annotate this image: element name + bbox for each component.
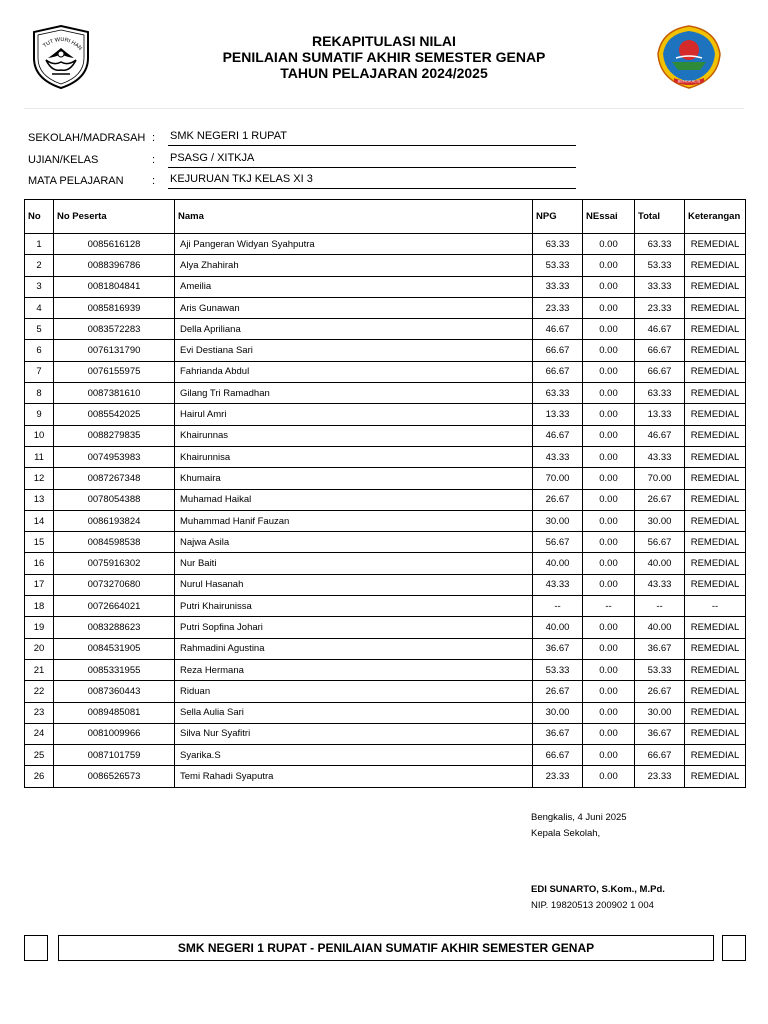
- table-row: [25, 638, 746, 659]
- cell-no: 23: [25, 702, 54, 723]
- table-row: [25, 596, 746, 617]
- cell-total: 53.33: [635, 255, 685, 276]
- cell-no: 9: [25, 404, 54, 425]
- cell-total: 40.00: [635, 617, 685, 638]
- cell-nessai: 0.00: [583, 489, 635, 510]
- cell-no: 11: [25, 446, 54, 467]
- cell-keterangan: REMEDIAL: [685, 510, 746, 531]
- cell-no: 8: [25, 383, 54, 404]
- cell-no-peserta: 0085816939: [54, 297, 175, 318]
- cell-nessai: 0.00: [583, 297, 635, 318]
- cell-total: 36.67: [635, 638, 685, 659]
- cell-no-peserta: 0078054388: [54, 489, 175, 510]
- header-nessai: NEssai: [583, 200, 635, 234]
- header-no: No: [25, 200, 54, 234]
- cell-total: 66.67: [635, 340, 685, 361]
- cell-total: 23.33: [635, 766, 685, 787]
- cell-keterangan: REMEDIAL: [685, 468, 746, 489]
- cell-no-peserta: 0085331955: [54, 659, 175, 680]
- title-line-1: REKAPITULASI NILAI: [312, 33, 456, 49]
- cell-keterangan: REMEDIAL: [685, 255, 746, 276]
- table-row: [25, 489, 746, 510]
- table-row: [25, 723, 746, 744]
- cell-no-peserta: 0089485081: [54, 702, 175, 723]
- signature-name: EDI SUNARTO, S.Kom., M.Pd.: [531, 884, 665, 895]
- cell-no-peserta: 0084531905: [54, 638, 175, 659]
- cell-nama: Najwa Asila: [175, 532, 533, 553]
- cell-nessai: 0.00: [583, 574, 635, 595]
- cell-total: 66.67: [635, 361, 685, 382]
- title-line-2: PENILAIAN SUMATIF AKHIR SEMESTER GENAP: [222, 49, 546, 65]
- exam-colon: :: [152, 154, 156, 166]
- cell-npg: 26.67: [533, 489, 583, 510]
- cell-nessai: 0.00: [583, 276, 635, 297]
- info-exam-row: [28, 151, 588, 169]
- cell-nama: Alya Zhahirah: [175, 255, 533, 276]
- table-row: [25, 297, 746, 318]
- cell-npg: 63.33: [533, 234, 583, 255]
- header-nama: Nama: [175, 200, 533, 234]
- table-row: [25, 361, 746, 382]
- table-row: [25, 404, 746, 425]
- cell-no-peserta: 0081804841: [54, 276, 175, 297]
- cell-npg: 66.67: [533, 361, 583, 382]
- cell-no: 13: [25, 489, 54, 510]
- cell-total: 23.33: [635, 297, 685, 318]
- cell-npg: 36.67: [533, 723, 583, 744]
- cell-nama: Hairul Amri: [175, 404, 533, 425]
- cell-keterangan: REMEDIAL: [685, 446, 746, 467]
- cell-keterangan: REMEDIAL: [685, 276, 746, 297]
- cell-npg: 53.33: [533, 255, 583, 276]
- table-row: [25, 319, 746, 340]
- cell-npg: 46.67: [533, 319, 583, 340]
- cell-total: 70.00: [635, 468, 685, 489]
- cell-no-peserta: 0076131790: [54, 340, 175, 361]
- cell-npg: 70.00: [533, 468, 583, 489]
- logo-left-text: TUT WURI HAN: [42, 36, 83, 52]
- table-body: [25, 234, 746, 788]
- cell-keterangan: REMEDIAL: [685, 404, 746, 425]
- cell-no-peserta: 0074953983: [54, 446, 175, 467]
- table-row: [25, 425, 746, 446]
- info-school-row: [28, 129, 588, 147]
- cell-npg: 66.67: [533, 340, 583, 361]
- cell-nama: Khumaira: [175, 468, 533, 489]
- cell-total: --: [635, 596, 685, 617]
- cell-no-peserta: 0088396786: [54, 255, 175, 276]
- school-colon: :: [152, 132, 156, 144]
- cell-no: 26: [25, 766, 54, 787]
- cell-npg: 40.00: [533, 553, 583, 574]
- cell-total: 13.33: [635, 404, 685, 425]
- cell-nessai: 0.00: [583, 383, 635, 404]
- cell-npg: 43.33: [533, 446, 583, 467]
- cell-npg: 36.67: [533, 638, 583, 659]
- cell-nama: Aris Gunawan: [175, 297, 533, 318]
- table-row: [25, 276, 746, 297]
- cell-nessai: 0.00: [583, 234, 635, 255]
- cell-nessai: 0.00: [583, 319, 635, 340]
- cell-keterangan: REMEDIAL: [685, 361, 746, 382]
- cell-npg: 66.67: [533, 745, 583, 766]
- cell-keterangan: REMEDIAL: [685, 297, 746, 318]
- cell-nessai: 0.00: [583, 510, 635, 531]
- cell-npg: 33.33: [533, 276, 583, 297]
- cell-no-peserta: 0087360443: [54, 681, 175, 702]
- exam-value: PSASG / XITKJA: [168, 151, 576, 168]
- cell-nama: Nur Baiti: [175, 553, 533, 574]
- footer-title: SMK NEGERI 1 RUPAT - PENILAIAN SUMATIF AKHIR SEMESTER GENAP: [58, 935, 714, 961]
- table-row: [25, 617, 746, 638]
- cell-no-peserta: 0083572283: [54, 319, 175, 340]
- cell-total: 53.33: [635, 659, 685, 680]
- table-row: [25, 574, 746, 595]
- cell-npg: 23.33: [533, 766, 583, 787]
- cell-total: 66.67: [635, 745, 685, 766]
- cell-npg: 23.33: [533, 297, 583, 318]
- cell-keterangan: REMEDIAL: [685, 638, 746, 659]
- subject-label: MATA PELAJARAN: [28, 175, 124, 187]
- cell-total: 56.67: [635, 532, 685, 553]
- table-row: [25, 681, 746, 702]
- cell-no: 20: [25, 638, 54, 659]
- signature-role: Kepala Sekolah,: [531, 828, 601, 839]
- info-subject-row: [28, 172, 588, 190]
- cell-keterangan: --: [685, 596, 746, 617]
- school-label: SEKOLAH/MADRASAH: [28, 132, 146, 144]
- cell-nama: Ameilia: [175, 276, 533, 297]
- cell-keterangan: REMEDIAL: [685, 489, 746, 510]
- cell-nessai: 0.00: [583, 425, 635, 446]
- cell-nama: Putri Sopfina Johari: [175, 617, 533, 638]
- table-row: [25, 383, 746, 404]
- cell-npg: 30.00: [533, 702, 583, 723]
- cell-nessai: 0.00: [583, 702, 635, 723]
- table-row: [25, 468, 746, 489]
- cell-keterangan: REMEDIAL: [685, 532, 746, 553]
- cell-npg: 43.33: [533, 574, 583, 595]
- cell-no: 6: [25, 340, 54, 361]
- cell-keterangan: REMEDIAL: [685, 681, 746, 702]
- cell-no-peserta: 0073270680: [54, 574, 175, 595]
- school-value: SMK NEGERI 1 RUPAT: [168, 129, 576, 146]
- cell-total: 63.33: [635, 234, 685, 255]
- cell-npg: 13.33: [533, 404, 583, 425]
- table-row: [25, 234, 746, 255]
- cell-nessai: 0.00: [583, 468, 635, 489]
- cell-no-peserta: 0085616128: [54, 234, 175, 255]
- cell-nessai: 0.00: [583, 681, 635, 702]
- cell-no: 15: [25, 532, 54, 553]
- table-row: [25, 255, 746, 276]
- grades-table: [24, 199, 746, 788]
- signature-nip: NIP. 19820513 200902 1 004: [531, 900, 654, 911]
- cell-total: 63.33: [635, 383, 685, 404]
- cell-keterangan: REMEDIAL: [685, 553, 746, 574]
- cell-keterangan: REMEDIAL: [685, 702, 746, 723]
- cell-nessai: 0.00: [583, 340, 635, 361]
- cell-nama: Aji Pangeran Widyan Syahputra: [175, 234, 533, 255]
- signature-place-date: Bengkalis, 4 Juni 2025: [531, 812, 627, 823]
- subject-value: KEJURUAN TKJ KELAS XI 3: [168, 172, 576, 189]
- table-row: [25, 532, 746, 553]
- header-divider: [24, 108, 744, 109]
- cell-no-peserta: 0075916302: [54, 553, 175, 574]
- exam-label: UJIAN/KELAS: [28, 154, 99, 166]
- cell-keterangan: REMEDIAL: [685, 383, 746, 404]
- cell-nama: Riduan: [175, 681, 533, 702]
- header-no-peserta: No Peserta: [54, 200, 175, 234]
- cell-no-peserta: 0088279835: [54, 425, 175, 446]
- cell-no-peserta: 0072664021: [54, 596, 175, 617]
- cell-no-peserta: 0085542025: [54, 404, 175, 425]
- header-total: Total: [635, 200, 685, 234]
- cell-nama: Syarika.S: [175, 745, 533, 766]
- cell-total: 30.00: [635, 510, 685, 531]
- subject-colon: :: [152, 175, 156, 187]
- cell-nama: Fahrianda Abdul: [175, 361, 533, 382]
- cell-nessai: 0.00: [583, 361, 635, 382]
- cell-npg: 53.33: [533, 659, 583, 680]
- cell-keterangan: REMEDIAL: [685, 234, 746, 255]
- cell-no: 4: [25, 297, 54, 318]
- cell-npg: 26.67: [533, 681, 583, 702]
- cell-no-peserta: 0087267348: [54, 468, 175, 489]
- cell-npg: 46.67: [533, 425, 583, 446]
- header-npg: NPG: [533, 200, 583, 234]
- cell-npg: 63.33: [533, 383, 583, 404]
- table-row: [25, 340, 746, 361]
- cell-nessai: 0.00: [583, 255, 635, 276]
- cell-nessai: 0.00: [583, 659, 635, 680]
- cell-total: 46.67: [635, 319, 685, 340]
- cell-keterangan: REMEDIAL: [685, 574, 746, 595]
- cell-no: 10: [25, 425, 54, 446]
- cell-nama: Sella Aulia Sari: [175, 702, 533, 723]
- cell-no-peserta: 0083288623: [54, 617, 175, 638]
- cell-no-peserta: 0081009966: [54, 723, 175, 744]
- cell-no: 2: [25, 255, 54, 276]
- cell-nessai: 0.00: [583, 638, 635, 659]
- cell-npg: 30.00: [533, 510, 583, 531]
- cell-no-peserta: 0087381610: [54, 383, 175, 404]
- table-row: [25, 766, 746, 787]
- cell-nama: Nurul Hasanah: [175, 574, 533, 595]
- cell-nama: Putri Khairunissa: [175, 596, 533, 617]
- cell-no-peserta: 0086526573: [54, 766, 175, 787]
- cell-keterangan: REMEDIAL: [685, 425, 746, 446]
- header-keterangan: Keterangan: [685, 200, 746, 234]
- cell-no: 25: [25, 745, 54, 766]
- table-row: [25, 745, 746, 766]
- cell-nama: Rahmadini Agustina: [175, 638, 533, 659]
- cell-keterangan: REMEDIAL: [685, 766, 746, 787]
- cell-nessai: 0.00: [583, 766, 635, 787]
- table-row: [25, 553, 746, 574]
- cell-npg: --: [533, 596, 583, 617]
- cell-no-peserta: 0087101759: [54, 745, 175, 766]
- cell-total: 43.33: [635, 446, 685, 467]
- cell-nama: Silva Nur Syafitri: [175, 723, 533, 744]
- title-line-3: TAHUN PELAJARAN 2024/2025: [280, 65, 488, 81]
- cell-total: 40.00: [635, 553, 685, 574]
- cell-total: 46.67: [635, 425, 685, 446]
- tut-wuri-handayani-logo-icon: [26, 24, 96, 90]
- cell-nessai: 0.00: [583, 532, 635, 553]
- cell-nama: Evi Destiana Sari: [175, 340, 533, 361]
- cell-keterangan: REMEDIAL: [685, 723, 746, 744]
- cell-no: 7: [25, 361, 54, 382]
- cell-nama: Reza Hermana: [175, 659, 533, 680]
- cell-npg: 40.00: [533, 617, 583, 638]
- cell-no: 1: [25, 234, 54, 255]
- table-row: [25, 659, 746, 680]
- table-row: [25, 702, 746, 723]
- cell-no: 14: [25, 510, 54, 531]
- cell-nama: Muhammad Hanif Fauzan: [175, 510, 533, 531]
- cell-total: 33.33: [635, 276, 685, 297]
- cell-keterangan: REMEDIAL: [685, 659, 746, 680]
- logo-right-text: BENGKALIS: [677, 78, 701, 84]
- cell-no: 22: [25, 681, 54, 702]
- cell-nessai: 0.00: [583, 404, 635, 425]
- table-header-row: [25, 200, 746, 234]
- table-row: [25, 446, 746, 467]
- cell-no: 17: [25, 574, 54, 595]
- cell-nessai: 0.00: [583, 446, 635, 467]
- cell-no: 16: [25, 553, 54, 574]
- cell-nama: Muhamad Haikal: [175, 489, 533, 510]
- cell-nama: Temi Rahadi Syaputra: [175, 766, 533, 787]
- cell-total: 30.00: [635, 702, 685, 723]
- cell-nessai: 0.00: [583, 617, 635, 638]
- cell-total: 26.67: [635, 489, 685, 510]
- cell-nessai: 0.00: [583, 745, 635, 766]
- footer-right-box: [722, 935, 746, 961]
- table-row: [25, 510, 746, 531]
- cell-keterangan: REMEDIAL: [685, 745, 746, 766]
- cell-no: 12: [25, 468, 54, 489]
- cell-total: 36.67: [635, 723, 685, 744]
- cell-keterangan: REMEDIAL: [685, 319, 746, 340]
- cell-no-peserta: 0086193824: [54, 510, 175, 531]
- cell-npg: 56.67: [533, 532, 583, 553]
- footer-left-box: [24, 935, 48, 961]
- cell-no-peserta: 0084598538: [54, 532, 175, 553]
- cell-no: 21: [25, 659, 54, 680]
- cell-keterangan: REMEDIAL: [685, 340, 746, 361]
- cell-no: 18: [25, 596, 54, 617]
- cell-no-peserta: 0076155975: [54, 361, 175, 382]
- cell-no: 3: [25, 276, 54, 297]
- cell-nessai: 0.00: [583, 723, 635, 744]
- cell-no: 19: [25, 617, 54, 638]
- cell-nessai: --: [583, 596, 635, 617]
- cell-nama: Khairunnas: [175, 425, 533, 446]
- cell-nessai: 0.00: [583, 553, 635, 574]
- cell-total: 43.33: [635, 574, 685, 595]
- cell-total: 26.67: [635, 681, 685, 702]
- cell-nama: Gilang Tri Ramadhan: [175, 383, 533, 404]
- bengkalis-regency-logo-icon: [654, 24, 724, 90]
- cell-nama: Khairunnisa: [175, 446, 533, 467]
- cell-no: 5: [25, 319, 54, 340]
- cell-keterangan: REMEDIAL: [685, 617, 746, 638]
- cell-nama: Della Apriliana: [175, 319, 533, 340]
- document-header: [0, 0, 768, 106]
- cell-no: 24: [25, 723, 54, 744]
